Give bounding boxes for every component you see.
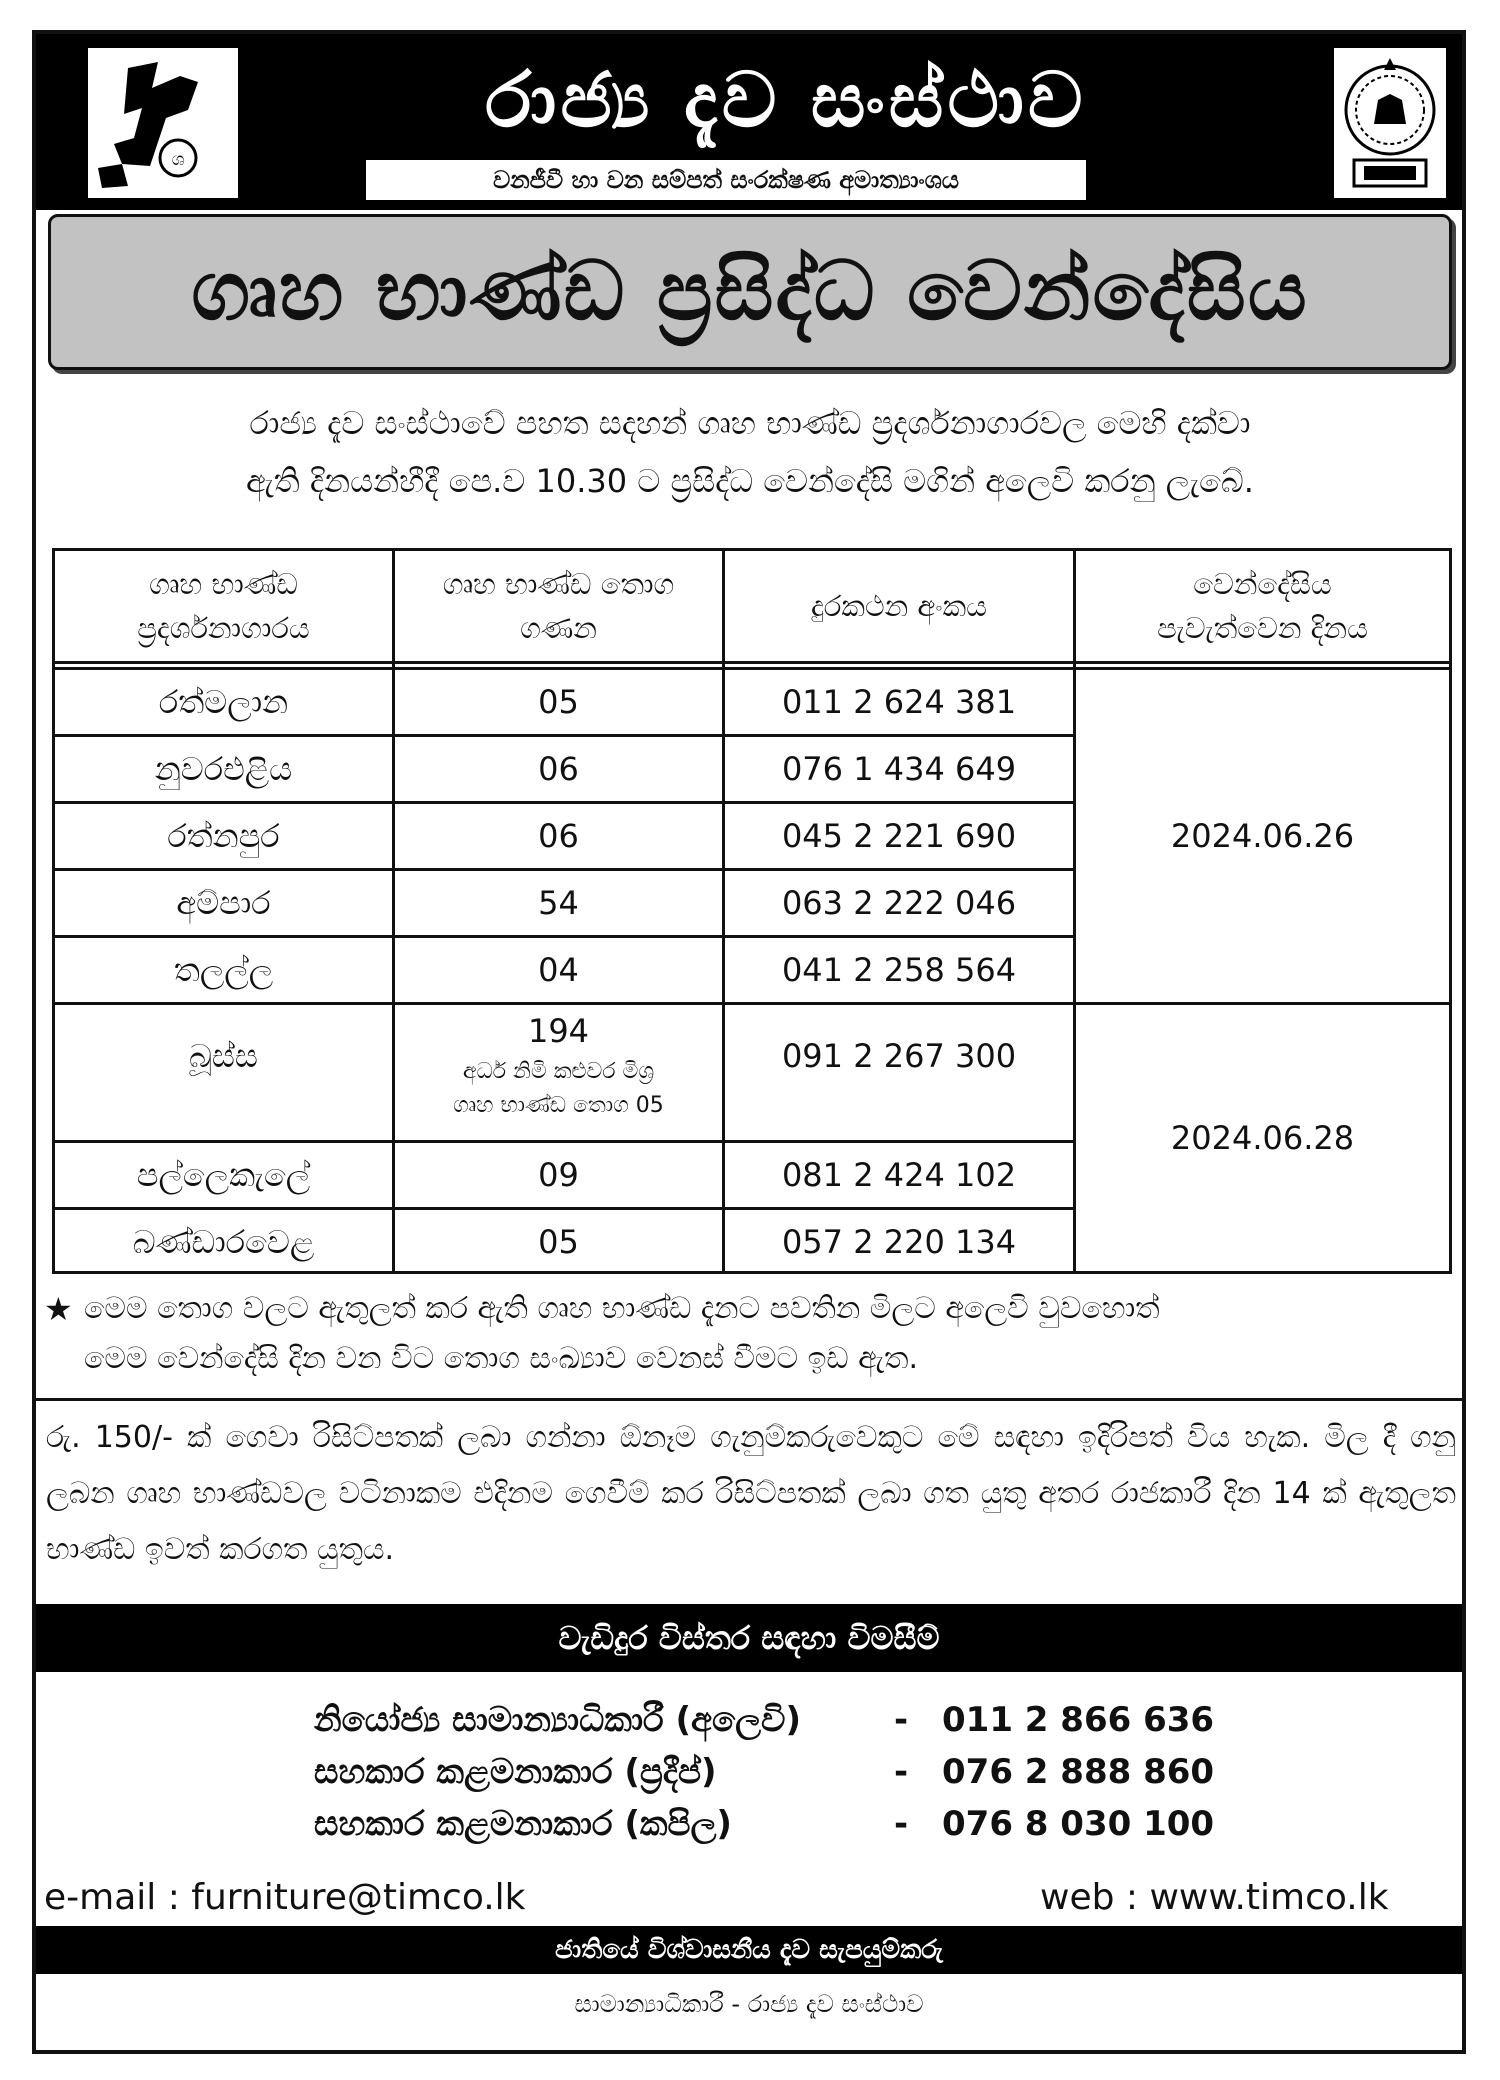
cell-count: 05 [538,1223,579,1261]
header-phone-line1: දුරකථන අංකය [811,589,987,623]
conditions-paragraph: රු. 150/- ක් ගෙවා රිසිට්පතක් ලබා ගන්නා ඕනෑම ගැනුම්කරුවෙකුට මේ සඳහා ඉදිරිපත් විය හැක. මිල දී ගනු ලබන ගෘහ භාණ්ඩවල වටිනාකම එදිනම ගෙවීම් කර රිසිට්පතක් ලබා ගත යුතු අතර රාජකාරී දින 14 ක් ඇතුලත භාණ්ඩ ඉවත් කරගත යුතුය. [46,1420,1456,1567]
note-line-2: මෙම වෙන්දේසි දින වන විට තොග සංඛ්‍යාව වෙනස් වීමට ඉඩ ඇත. [84,1341,919,1376]
cell-count: 54 [538,884,579,922]
cell-showroom: රත්මලාන [158,682,289,721]
header-date-line1: වෙන්දේසිය [1193,567,1332,601]
stock-change-note [44,1284,1454,1384]
organization-name: රාජ්‍ය දැව සංස්ථාව [485,55,1087,144]
cell-showroom: බණ්ඩාරවෙළ [132,1222,315,1261]
sri-lanka-emblem-icon [1334,48,1446,198]
cell-count: 06 [538,750,579,788]
cell-count-note-2: ගෘහ භාණ්ඩ තොග 05 [453,1093,664,1118]
cell-auction-date: 2024.06.26 [1170,817,1355,855]
intro-line-1: රාජ්‍ය දැව සංස්ථාවේ පහත සදහන් ගෘහ භාණ්ඩ ප්‍රදර්ශනාගාරවල මෙහි දක්වා [249,404,1251,442]
cell-count: 06 [538,817,579,855]
cell-phone: 057 2 220 134 [781,1223,1017,1261]
cell-showroom: පල්ලෙකැලේ [136,1155,311,1194]
cell-showroom: බූස්ස [189,1037,258,1075]
cell-showroom: අම්පාර [176,883,271,922]
cell-count: 194 [527,1012,590,1050]
cell-phone: 091 2 267 300 [781,1037,1017,1075]
cell-showroom: රත්නපුර [167,816,280,855]
slogan-bar: ජාතියේ විශ්වාසනීය දැව සැපයුම්කරු [36,1926,1462,1974]
header-showroom [55,551,392,661]
contact-dash: - [894,1752,909,1792]
contact-number[interactable]: 011 2 866 636 [942,1700,1215,1740]
cell-phone: 045 2 221 690 [781,817,1017,855]
svg-text:ශ: ශ [171,149,185,170]
cell-count-with-note [395,1005,722,1140]
cell-phone: 076 1 434 649 [781,750,1017,788]
header-stock-count [395,551,722,661]
contact-label: සහකාර කළමනාකාර (කපිල) [314,1804,732,1844]
contact-dash: - [894,1700,909,1740]
header-stock-line1: ගෘහ භාණ්ඩ තොග [442,567,675,601]
ministry-name: වනජීවී හා වන සම්පත් සංරක්ෂණ අමාත්‍යාංශය [366,160,1086,200]
timco-logo-icon [88,48,238,198]
contact-number[interactable]: 076 2 888 860 [942,1752,1215,1792]
page-title: ගෘහ භාණ්ඩ ප්‍රසිද්ධ වෙන්දේසිය [191,244,1309,339]
cell-phone: 041 2 258 564 [781,951,1017,989]
footer-signature: සාමාන්‍යාධිකාරී - රාජ්‍ය දැව සංස්ථාව [574,1990,924,2018]
cell-count-note-1: අර්ධ නිමි කළුවර මිශ්‍ර [462,1059,655,1084]
contact-number[interactable]: 076 8 030 100 [942,1804,1215,1844]
auction-table [52,548,1452,1274]
contact-dash: - [894,1804,909,1844]
cell-count: 04 [538,951,579,989]
header-auction-date [1076,551,1449,661]
cell-phone: 063 2 222 046 [781,884,1017,922]
header-phone [725,551,1073,661]
cell-auction-date: 2024.06.28 [1170,1119,1355,1157]
star-icon: ★ [44,1290,73,1328]
cell-showroom: තලල්ල [173,950,274,989]
email-link[interactable]: e-mail : furniture@timco.lk [44,1877,526,1918]
row-divider [55,661,1449,664]
cell-showroom: නුවරඑළිය [154,749,293,788]
intro-text [70,394,1430,510]
header-showroom-line2: ප්‍රදර්ශනාගාරය [137,611,310,645]
intro-line-2: ඇති දිනයන්හීදී පෙ.ව 10.30 ට ප්‍රසිද්ධ වෙන්දේසි මගින් අලෙවි කරනු ලැබේ. [246,462,1254,500]
title-box [48,214,1452,370]
cell-count: 05 [538,683,579,721]
contact-label: සහකාර කළමනාකාර (ප්‍රදීප්) [314,1752,717,1792]
divider [36,1398,1462,1401]
header-date-line2: පැවැත්වෙන දිනය [1157,611,1368,645]
header-showroom-line1: ගෘහ භාණ්ඩ [149,567,298,601]
cell-count: 09 [538,1156,579,1194]
note-line-1: මෙම තොග වලට ඇතුලත් කර ඇති ගෘහ භාණ්ඩ දැනට පවතින මිලට අලෙවි වුවහොත් [84,1291,1160,1326]
website-link[interactable]: web : www.timco.lk [1040,1877,1389,1918]
header-stock-line2: ගණන [520,611,597,645]
cell-phone: 011 2 624 381 [781,683,1017,721]
contact-label: නියෝජ්‍ය සාමාන්‍යාධිකාරී (අලෙවි) [314,1700,802,1740]
header-banner [36,34,1462,210]
contact-heading: වැඩිදුර විස්තර සඳහා විමසීම් [36,1604,1462,1672]
cell-phone: 081 2 424 102 [781,1156,1017,1194]
